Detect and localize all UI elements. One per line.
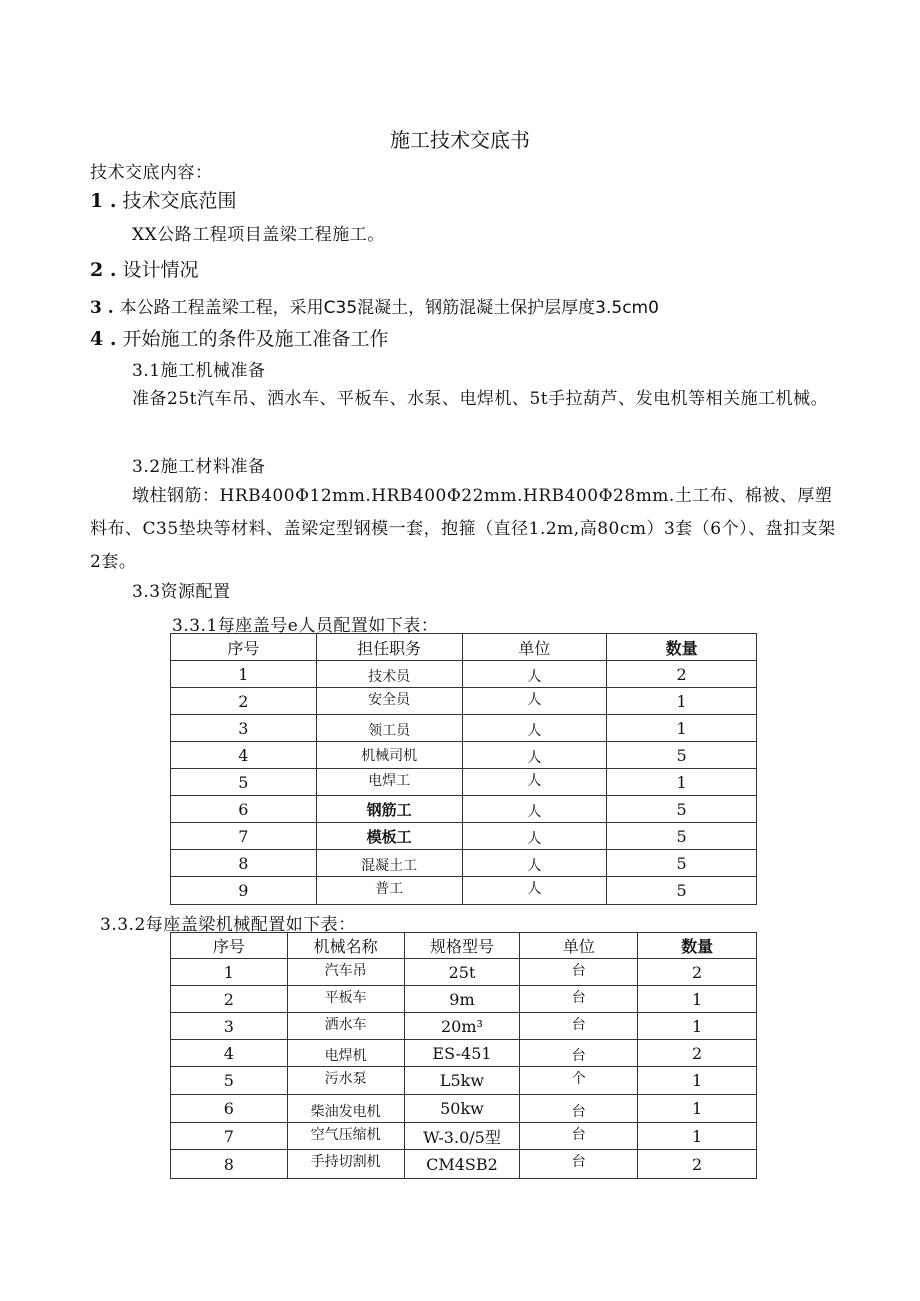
table-row bbox=[171, 823, 757, 850]
machine-cell-unit: 台 bbox=[520, 986, 638, 1013]
subsection-3-1-body: 准备25t汽车吊、洒水车、平板车、水泵、电焊机、5t手拉葫芦、发电机等相关施工机械。 bbox=[132, 389, 829, 409]
table-row bbox=[171, 715, 757, 742]
table-row bbox=[171, 1013, 757, 1040]
staff-cell-unit: 人 bbox=[462, 661, 607, 688]
staff-cell-quantity: 5 bbox=[607, 796, 757, 823]
staff-header-role: 担任职务 bbox=[316, 634, 462, 661]
staff-cell-role: 安全员 bbox=[316, 688, 462, 715]
staff-header-unit: 单位 bbox=[462, 634, 607, 661]
staff-cell-unit: 人 bbox=[462, 688, 607, 715]
staff-cell-unit: 人 bbox=[462, 850, 607, 877]
staff-cell-role: 电焊工 bbox=[316, 769, 462, 796]
table-row bbox=[171, 742, 757, 769]
machine-cell-name: 手持切割机 bbox=[287, 1150, 404, 1179]
staff-cell-role: 领工员 bbox=[316, 715, 462, 742]
machine-cell-quantity: 1 bbox=[638, 1013, 757, 1040]
machine-header-name: 机械名称 bbox=[287, 933, 404, 959]
machine-cell-name: 电焊机 bbox=[287, 1040, 404, 1067]
machine-cell-name: 空气压缩机 bbox=[287, 1123, 404, 1150]
machine-cell-index: 7 bbox=[171, 1123, 288, 1150]
staff-cell-unit: 人 bbox=[462, 715, 607, 742]
document-title: 施工技术交底书 bbox=[390, 128, 530, 152]
subsection-3-3-heading: 3.3资源配置 bbox=[132, 582, 231, 602]
staff-cell-index: 4 bbox=[171, 742, 317, 769]
machine-cell-unit: 个 bbox=[520, 1067, 638, 1095]
table-row bbox=[171, 877, 757, 905]
staff-cell-index: 5 bbox=[171, 769, 317, 796]
staff-cell-unit: 人 bbox=[462, 823, 607, 850]
staff-cell-quantity: 1 bbox=[607, 688, 757, 715]
section-3-text: 本公路工程盖梁工程，采用C35混凝土，钢筋混凝土保护层厚度3.5cm0 bbox=[119, 298, 659, 318]
machine-cell-unit: 台 bbox=[520, 1040, 638, 1067]
table-row bbox=[171, 688, 757, 715]
staff-cell-quantity: 5 bbox=[607, 850, 757, 877]
staff-header-quantity: 数量 bbox=[607, 634, 757, 661]
section-3-number: 3 . bbox=[90, 298, 114, 318]
machine-cell-index: 1 bbox=[171, 959, 288, 986]
machine-table-caption: 3.3.2每座盖梁机械配置如下表： bbox=[100, 915, 356, 935]
staff-cell-role: 普工 bbox=[316, 877, 462, 905]
table-row bbox=[171, 1095, 757, 1123]
section-1-number: 1 . bbox=[90, 190, 117, 212]
staff-cell-role: 模板工 bbox=[316, 823, 462, 850]
staff-cell-unit: 人 bbox=[462, 877, 607, 905]
staff-cell-index: 7 bbox=[171, 823, 317, 850]
staff-cell-quantity: 5 bbox=[607, 823, 757, 850]
subsection-3-2-heading: 3.2施工材料准备 bbox=[132, 457, 266, 477]
machine-cell-quantity: 1 bbox=[638, 1123, 757, 1150]
machine-cell-unit: 台 bbox=[520, 1123, 638, 1150]
staff-cell-role: 钢筋工 bbox=[316, 796, 462, 823]
machine-cell-spec: 25t bbox=[404, 959, 520, 986]
staff-cell-quantity: 2 bbox=[607, 661, 757, 688]
section-2-number: 2 . bbox=[90, 259, 117, 281]
staff-cell-quantity: 5 bbox=[607, 742, 757, 769]
staff-cell-index: 3 bbox=[171, 715, 317, 742]
staff-table-header-row bbox=[171, 634, 757, 661]
staff-table bbox=[170, 633, 757, 905]
table-row bbox=[171, 769, 757, 796]
machine-cell-spec: L5kw bbox=[404, 1067, 520, 1095]
section-2-title: 设计情况 bbox=[122, 259, 199, 281]
machine-cell-name: 柴油发电机 bbox=[287, 1095, 404, 1123]
table-row bbox=[171, 959, 757, 986]
machine-cell-index: 8 bbox=[171, 1150, 288, 1179]
machine-table-header-row bbox=[171, 933, 757, 959]
machine-cell-quantity: 2 bbox=[638, 1150, 757, 1179]
section-3-heading bbox=[90, 293, 659, 318]
machine-cell-spec: W-3.0/5型 bbox=[404, 1123, 520, 1150]
machine-cell-spec: CM4SB2 bbox=[404, 1150, 520, 1179]
machine-cell-spec: ES-451 bbox=[404, 1040, 520, 1067]
machine-cell-index: 4 bbox=[171, 1040, 288, 1067]
section-4-title: 开始施工的条件及施工准备工作 bbox=[122, 328, 389, 350]
machine-cell-name: 平板车 bbox=[287, 986, 404, 1013]
machine-cell-unit: 台 bbox=[520, 1150, 638, 1179]
machine-cell-quantity: 2 bbox=[638, 1040, 757, 1067]
machine-cell-index: 5 bbox=[171, 1067, 288, 1095]
machine-cell-spec: 9m bbox=[404, 986, 520, 1013]
machine-cell-unit: 台 bbox=[520, 1095, 638, 1123]
staff-cell-unit: 人 bbox=[462, 742, 607, 769]
machine-header-unit: 单位 bbox=[520, 933, 638, 959]
section-1-heading bbox=[90, 186, 236, 213]
staff-cell-quantity: 1 bbox=[607, 769, 757, 796]
machine-cell-name: 汽车吊 bbox=[287, 959, 404, 986]
machine-header-spec: 规格型号 bbox=[404, 933, 520, 959]
machine-cell-quantity: 1 bbox=[638, 1067, 757, 1095]
subsection-3-2-body: 墩柱钢筋：HRB400Φ12mm.HRB400Φ22mm.HRB400Φ28mm.土工布、棉被、厚塑料布、C35垫块等材料、盖梁定型钢模一套，抱箍（直径1.2m,高80cm）3套（6个）、盘扣支架2套。 bbox=[90, 486, 836, 572]
section-2-heading bbox=[90, 255, 198, 282]
staff-cell-index: 2 bbox=[171, 688, 317, 715]
machine-cell-quantity: 1 bbox=[638, 986, 757, 1013]
section-4-heading bbox=[90, 324, 388, 351]
table-row bbox=[171, 986, 757, 1013]
machine-cell-name: 污水泵 bbox=[287, 1067, 404, 1095]
table-row bbox=[171, 1150, 757, 1179]
machine-table bbox=[170, 932, 757, 1179]
machine-cell-unit: 台 bbox=[520, 959, 638, 986]
table-row bbox=[171, 661, 757, 688]
staff-cell-quantity: 5 bbox=[607, 877, 757, 905]
section-4-number: 4 . bbox=[90, 328, 117, 350]
machine-cell-name: 洒水车 bbox=[287, 1013, 404, 1040]
staff-cell-quantity: 1 bbox=[607, 715, 757, 742]
machine-cell-quantity: 2 bbox=[638, 959, 757, 986]
section-1-body: XX公路工程项目盖梁工程施工。 bbox=[132, 225, 385, 245]
staff-cell-unit: 人 bbox=[462, 769, 607, 796]
table-row bbox=[171, 1040, 757, 1067]
subsection-3-1-heading: 3.1施工机械准备 bbox=[132, 361, 266, 381]
table-row bbox=[171, 1123, 757, 1150]
machine-header-index: 序号 bbox=[171, 933, 288, 959]
staff-cell-index: 6 bbox=[171, 796, 317, 823]
staff-cell-unit: 人 bbox=[462, 796, 607, 823]
table-row bbox=[171, 796, 757, 823]
table-row bbox=[171, 850, 757, 877]
machine-cell-spec: 50kw bbox=[404, 1095, 520, 1123]
machine-cell-unit: 台 bbox=[520, 1013, 638, 1040]
machine-cell-index: 2 bbox=[171, 986, 288, 1013]
machine-cell-spec: 20m³ bbox=[404, 1013, 520, 1040]
machine-cell-index: 3 bbox=[171, 1013, 288, 1040]
staff-cell-role: 机械司机 bbox=[316, 742, 462, 769]
staff-header-index: 序号 bbox=[171, 634, 317, 661]
machine-header-quantity: 数量 bbox=[638, 933, 757, 959]
staff-cell-role: 技术员 bbox=[316, 661, 462, 688]
intro-label: 技术交底内容： bbox=[90, 163, 213, 183]
staff-cell-index: 8 bbox=[171, 850, 317, 877]
staff-cell-index: 9 bbox=[171, 877, 317, 905]
table-row bbox=[171, 1067, 757, 1095]
section-1-title: 技术交底范围 bbox=[122, 190, 237, 212]
machine-cell-index: 6 bbox=[171, 1095, 288, 1123]
staff-cell-index: 1 bbox=[171, 661, 317, 688]
machine-cell-quantity: 1 bbox=[638, 1095, 757, 1123]
staff-cell-role: 混凝土工 bbox=[316, 850, 462, 877]
staff-table-caption: 3.3.1每座盖号e人员配置如下表： bbox=[172, 616, 439, 636]
